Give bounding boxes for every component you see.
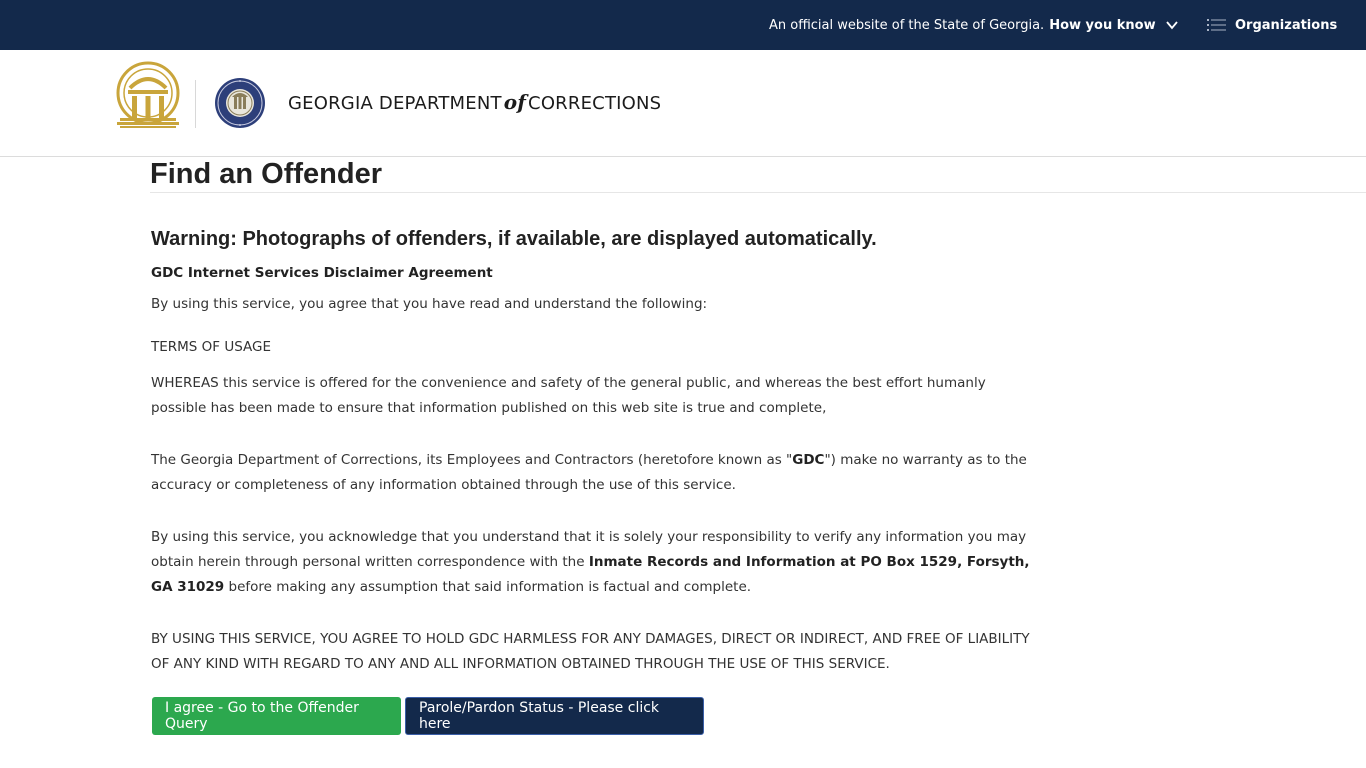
terms-heading: TERMS OF USAGE: [151, 339, 272, 355]
list-icon: [1207, 18, 1227, 32]
page-title: Find an Offender: [150, 158, 382, 190]
acknowledge-paragraph: [151, 525, 1031, 600]
site-header: [0, 50, 1366, 157]
disclaimer-content: [151, 261, 1031, 677]
organizations-label: Organizations: [1235, 17, 1338, 33]
dept-title-of: of: [503, 90, 527, 114]
department-title[interactable]: [288, 90, 661, 114]
photo-warning-heading: Warning: Photographs of offenders, if available, are displayed automatically.: [151, 228, 877, 250]
disclaimer-heading: GDC Internet Services Disclaimer Agreement: [151, 265, 493, 281]
agree-offender-query-button[interactable]: I agree - Go to the Offender Query: [152, 697, 401, 735]
warranty-gdc: GDC: [792, 452, 825, 468]
warranty-text-end: ") make no warranty as to the accuracy or completeness of any information obtained through the use of this service.: [151, 452, 1027, 493]
parole-pardon-status-button[interactable]: Parole/Pardon Status - Please click here: [405, 697, 704, 735]
agree-intro-text: By using this service, you agree that you have read and understand the following:: [151, 296, 708, 312]
whereas-paragraph: WHEREAS this service is offered for the convenience and safety of the general public, and whereas the best effort humanly possible has been made to ensure that information published on this web site is true and complete,: [151, 375, 986, 416]
dept-title-part2: CORRECTIONS: [528, 93, 662, 114]
ack-text-start: By using this service, you acknowledge that you understand that it is solely your responsibility to verify any information you may obtain herein through personal written correspondence with the: [151, 529, 1027, 570]
logo-divider: [195, 80, 196, 128]
warranty-paragraph: [151, 448, 1031, 498]
title-divider: [150, 192, 1366, 193]
dept-title-part1: GEORGIA DEPARTMENT: [288, 93, 502, 114]
official-text: An official website of the State of Georgia.: [769, 17, 1045, 33]
official-banner: [0, 0, 1366, 50]
ack-text-end: before making any assumption that said information is factual and complete.: [224, 579, 752, 595]
official-notice: [769, 0, 1179, 50]
action-buttons: [152, 697, 704, 735]
corrections-seal-logo[interactable]: [214, 77, 266, 129]
inmate-records-address: Inmate Records and Information at PO Box 1529, Forsyth, GA 31029: [151, 554, 1030, 595]
how-you-know-link[interactable]: How you know: [1049, 17, 1156, 33]
harmless-paragraph: BY USING THIS SERVICE, YOU AGREE TO HOLD GDC HARMLESS FOR ANY DAMAGES, DIRECT OR INDIRECT, AND FREE OF LIABILITY OF ANY KIND WITH REGARD TO ANY AND ALL INFORMATION OBTAINED THROUGH THE USE OF THIS SERVICE.: [151, 631, 1030, 672]
warranty-text-start: The Georgia Department of Corrections, its Employees and Contractors (heretofore known as ": [151, 452, 793, 468]
organizations-menu-button[interactable]: [1207, 0, 1337, 50]
georgia-state-logo[interactable]: [112, 50, 184, 136]
chevron-down-icon[interactable]: [1165, 18, 1179, 32]
